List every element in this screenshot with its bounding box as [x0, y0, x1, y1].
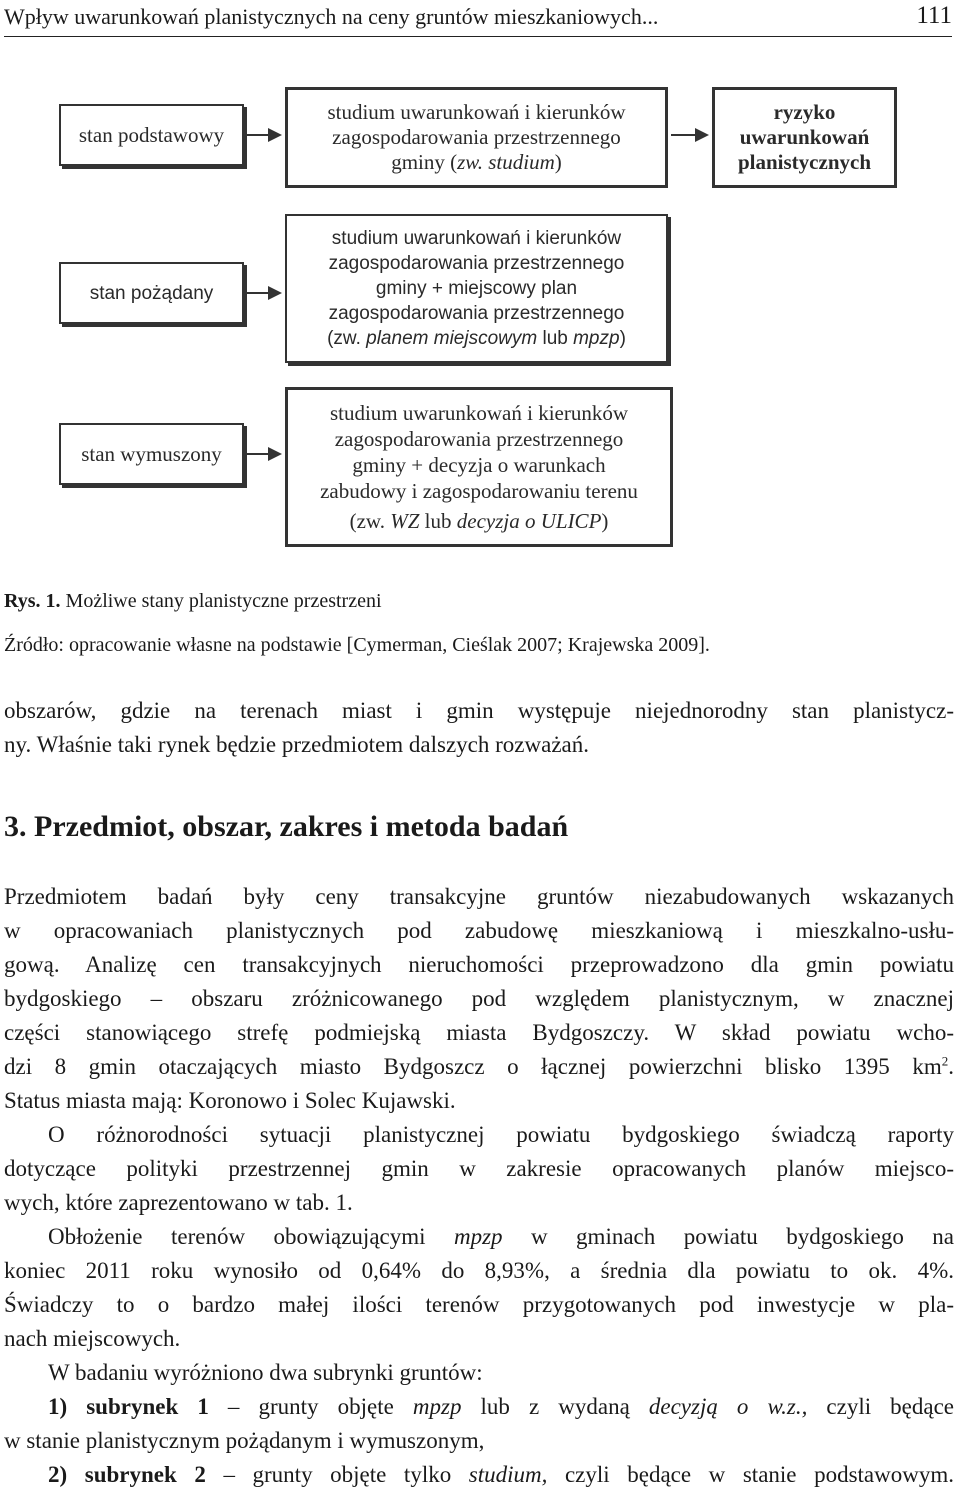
text-line: Status miasta mają: Koronowo i Solec Kujawski. — [4, 1088, 456, 1113]
mpzp-line-3: gminy + miejscowy plan — [375, 278, 578, 299]
text-line: Przedmiotem badań były ceny transakcyjne gruntów niezabudowanych wskazanych — [4, 884, 954, 909]
text-line: Świadczy to o bardzo małej ilości terenów przygotowanych pod inwestycje w pla- — [4, 1292, 954, 1317]
diagram-arrows — [0, 0, 960, 560]
text-line: w opracowaniach planistycznych pod zabudowę mieszkaniową i mieszkalno-usłu- — [4, 918, 954, 943]
mpzp-line-5: (zw. planem miejscowym lub mpzp) — [327, 328, 626, 349]
risk-line-2: uwarunkowań — [739, 125, 870, 149]
studium-line-1: studium uwarunkowań i kierunków — [327, 100, 626, 124]
stan-pozadany-label: stan pożądany — [89, 282, 214, 304]
text-line: obszarów, gdzie na terenach miast i gmin występuje niejednorodny stan planistycz- — [4, 698, 954, 723]
text-line: W badaniu wyróżniono dwa subrynki gruntów: — [48, 1360, 483, 1385]
text-line: koniec 2011 roku wynosiło od 0,64% do 8,93%, a średnia dla powiatu to ok. 4%. — [4, 1258, 954, 1283]
studium-line-3: gminy (zw. studium) — [391, 150, 562, 174]
text-line: dotyczące polityki przestrzennej gmin w zakresie opracowanych planów miejsco- — [4, 1156, 954, 1181]
running-head: Wpływ uwarunkowań planistycznych na ceny gruntów mieszkaniowych... — [4, 4, 659, 29]
wz-line-3: gminy + decyzja o warunkach — [352, 453, 606, 477]
figure-caption — [4, 590, 382, 613]
section-heading: 3. Przedmiot, obszar, zakres i metoda badań — [4, 810, 569, 843]
caption-text: Możliwe stany planistyczne przestrzeni — [60, 590, 382, 612]
text-line: O różnorodności sytuacji planistycznej powiatu bydgoskiego świadczą raporty — [48, 1122, 954, 1147]
risk-line-3: planistycznych — [737, 150, 871, 174]
mpzp-line-4: zagospodarowania przestrzennego — [328, 303, 625, 324]
intro-paragraph — [4, 694, 954, 762]
wz-line-5: (zw. WZ lub decyzja o ULICP) — [349, 509, 609, 533]
text-line: dzi 8 gmin otaczających miasto Bydgoszcz o łącznej powierzchni blisko 1395 $km^2$. — [4, 1053, 954, 1079]
paragraph-1 — [4, 880, 954, 1492]
page-number: 111 — [916, 2, 952, 29]
wz-line-1: studium uwarunkowań i kierunków — [329, 401, 629, 425]
text-line: Obłożenie terenów obowiązującymi mpzp w gminach powiatu bydgoskiego na — [48, 1224, 954, 1249]
text-line: nach miejscowych. — [4, 1326, 181, 1351]
text-line: gową. Analizę cen transakcyjnych nieruchomości przeprowadzono dla gmin powiatu — [4, 952, 954, 977]
figure-source: Źródło: opracowanie własne na podstawie [Cymerman, Cieślak 2007; Krajewska 2009]. — [4, 634, 710, 656]
stan-podstawowy-label: stan podstawowy — [78, 122, 225, 147]
subrynek-1-line: 1) subrynek 1 – grunty objęte mpzp lub z wydaną decyzją o w.z., czyli będące — [48, 1394, 955, 1419]
risk-line-1: ryzyko — [773, 100, 836, 124]
mpzp-line-2: zagospodarowania przestrzennego — [328, 253, 625, 274]
text-line: bydgoskiego – obszaru zróżnicowanego pod względem planistycznym, w znacznej — [4, 986, 954, 1011]
wz-line-2: zagospodarowania przestrzennego — [334, 427, 624, 451]
mpzp-line-1: studium uwarunkowań i kierunków — [331, 228, 622, 249]
studium-line-2: zagospodarowania przestrzennego — [332, 125, 621, 149]
stan-wymuszony-label: stan wymuszony — [81, 441, 222, 466]
text-line: ny. Właśnie taki rynek będzie przedmiotem dalszych rozważań. — [4, 732, 589, 757]
text-line: części stanowiącego strefę podmiejską miasta Bydgoszczy. W skład powiatu wcho- — [4, 1020, 954, 1045]
text-line: wych, które zaprezentowano w tab. 1. — [4, 1190, 353, 1215]
text-line: w stanie planistycznym pożądanym i wymuszonym, — [4, 1428, 485, 1453]
caption-label: Rys. 1. — [4, 590, 61, 612]
subrynek-2-line: 2) subrynek 2 – grunty objęte tylko studium, czyli będące w stanie podstawowym. — [48, 1462, 954, 1487]
wz-line-4: zabudowy i zagospodarowaniu terenu — [320, 479, 638, 503]
